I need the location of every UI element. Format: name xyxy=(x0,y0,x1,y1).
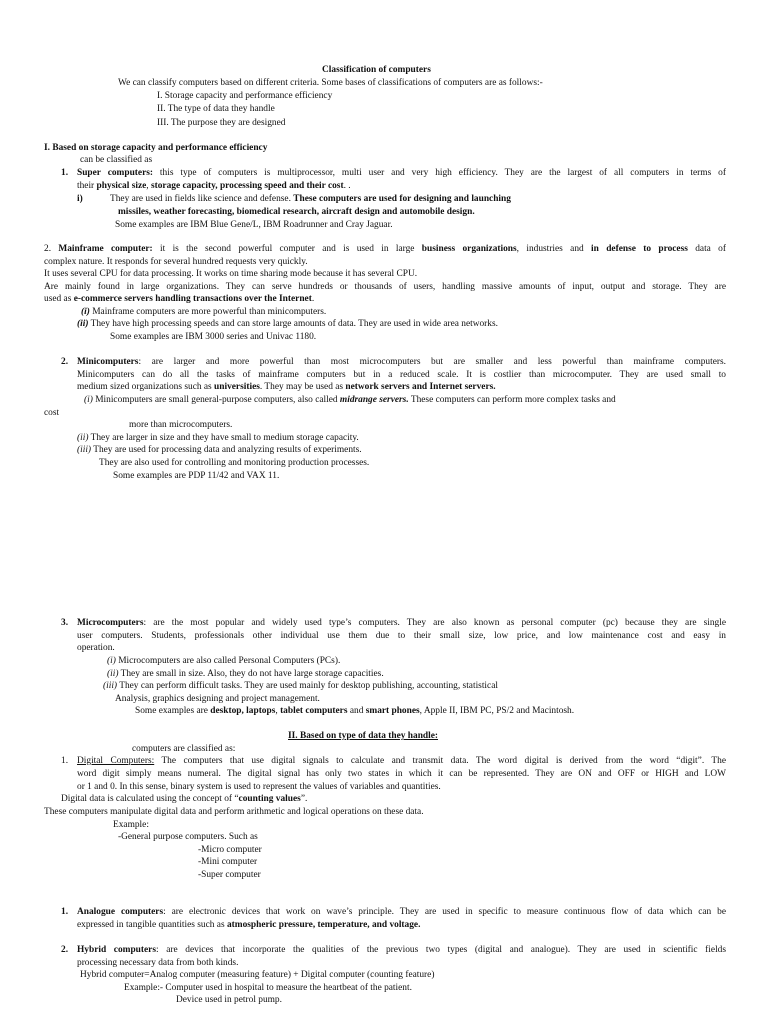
bold-run: business organizations xyxy=(421,244,517,254)
sub-item-label: i) xyxy=(77,194,83,204)
basis-item: III. The purpose they are designed xyxy=(157,118,286,128)
examples-text: Some examples are IBM 3000 series and Univac 1180. xyxy=(110,332,317,342)
list-item: -Super computer xyxy=(198,870,261,880)
text-run: . xyxy=(311,294,315,304)
text-run: , industries and xyxy=(516,244,592,254)
term-label: Super computers: xyxy=(77,168,154,178)
text-run: They are larger in size and they have small to medium storage capacity. xyxy=(88,433,359,443)
bold-run: desktop, laptops xyxy=(210,706,276,716)
sub-item-text xyxy=(84,395,616,406)
bold-run: counting values xyxy=(238,794,301,804)
text-run: Microcomputers are also called Personal Computers (PCs). xyxy=(115,656,341,666)
sub-item-text xyxy=(103,681,498,692)
text-run: : are the most popular and widely used type’s computers. They are also known as personal computer (pc) because they are single xyxy=(143,618,726,628)
text-run: used as xyxy=(44,294,74,304)
page-title: Classification of computers xyxy=(322,65,431,75)
text-run: medium sized organizations such as xyxy=(77,382,215,392)
bold-run: tablet computers xyxy=(280,706,348,716)
sub-item-text xyxy=(81,307,326,318)
digital-computers-line: These computers manipulate digital data and perform arithmetic and logical operations on these data. xyxy=(44,807,424,817)
mainframe-line xyxy=(44,244,726,255)
text-run: , Apple II, IBM PC, PS/2 and Macintosh. xyxy=(419,706,575,716)
digital-computers-line: or 1 and 0. In this sense, binary system is used to represent the values of variables and quantities. xyxy=(77,782,441,792)
super-computers-line xyxy=(77,168,726,179)
sub-item-label: (i) xyxy=(107,656,116,666)
bold-run: physical size xyxy=(96,181,147,191)
digital-computers-line xyxy=(77,756,726,767)
basis-item: I. Storage capacity and performance efficiency xyxy=(157,91,333,101)
text-run: their xyxy=(77,181,97,191)
hybrid-computers-line: Hybrid computer=Analog computer (measuring feature) + Digital computer (counting feature) xyxy=(80,970,435,980)
text-run: it is the second powerful computer and is used in large xyxy=(152,244,422,254)
term-label: Microcomputers xyxy=(77,618,144,628)
analogue-computers-line xyxy=(77,907,726,918)
sub-item-text xyxy=(77,445,362,456)
examples-text xyxy=(135,706,574,717)
text-run: , xyxy=(146,181,151,191)
mainframe-line xyxy=(44,294,314,305)
microcomputers-line: user computers. Students, professionals other individual use them due to their small size, low price, and low maintenance cost and easy in xyxy=(77,631,726,641)
list-number: 2. xyxy=(61,945,69,955)
digital-computers-line: word digit simply means numeral. The digital signal has only two states in which it can be represented. They are ON and OFF or HIGH and LOW xyxy=(77,769,726,779)
sub-item-text: missiles, weather forecasting, biomedical research, aircraft design and automobile design. xyxy=(118,207,475,217)
list-item: -Mini computer xyxy=(198,857,258,867)
term-label: Hybrid computers xyxy=(77,945,156,955)
sub-item-text xyxy=(77,433,359,444)
sub-item-text: Analysis, graphics designing and project management. xyxy=(115,694,320,704)
text-run: Mainframe computers are more powerful than minicomputers. xyxy=(89,307,327,317)
text-run: Minicomputers are small general-purpose computers, also called xyxy=(92,395,340,405)
mainframe-line: It uses several CPU for data processing. It works on time sharing mode because it has several CPU. xyxy=(44,269,418,279)
text-run: 2 xyxy=(44,244,49,254)
list-number: 1. xyxy=(61,907,69,917)
basis-item: II. The type of data they handle xyxy=(157,104,275,114)
analogue-computers-line xyxy=(77,920,420,931)
minicomputers-line: Minicomputers can do all the tasks of mainframe computers but in a reduced scale. It is costlier than microcomputer. They are used small to xyxy=(77,370,726,380)
text-run: this type of computers is multiprocessor, multi user and very high efficiency. They are the largest of all computers in terms of xyxy=(153,168,726,178)
text-run: The computers that use digital signals to calculate and transmit data. The word digital is derived from the word “digit”. The xyxy=(154,756,726,766)
text-run: . . xyxy=(343,181,351,191)
sub-item-text xyxy=(77,319,498,330)
text-run: , xyxy=(275,706,281,716)
term-label: Mainframe computer: xyxy=(58,244,153,254)
minicomputers-line xyxy=(77,382,496,393)
text-run: These computers can perform more complex tasks and xyxy=(408,395,616,405)
text-run: : are devices that incorporate the qualities of the previous two types (digital and analogue). They are used in scientific fields xyxy=(155,945,727,955)
example-label: Example: xyxy=(113,820,149,830)
microcomputers-line xyxy=(77,618,726,629)
bold-run: network servers and Internet servers. xyxy=(345,382,496,392)
text-run: expressed in tangible quantities such as xyxy=(77,920,227,930)
sub-item-text: more than microcomputers. xyxy=(129,420,233,430)
hybrid-computers-line: processing necessary data from both kinds. xyxy=(77,958,239,968)
bold-run: midrange servers. xyxy=(339,395,409,405)
sub-item-label: (ii) xyxy=(107,669,119,679)
intro-text: We can classify computers based on different criteria. Some bases of classifications of computers are as follows:- xyxy=(118,78,543,88)
example-text: Device used in petrol pump. xyxy=(176,995,282,1005)
hybrid-computers-line xyxy=(77,945,726,956)
list-item: -Micro computer xyxy=(198,845,262,855)
minicomputers-line xyxy=(77,357,726,368)
text-run: They can perform difficult tasks. They are used mainly for desktop publishing, accounting, statistical xyxy=(117,681,498,691)
example-text: Example:- Computer used in hospital to measure the heartbeat of the patient. xyxy=(124,983,412,993)
bold-run: smart phones xyxy=(365,706,420,716)
text-run: . They may be used as xyxy=(259,382,346,392)
sub-item-label: (ii) xyxy=(77,319,89,329)
bold-run: These computers are used for designing and launching xyxy=(293,194,511,204)
term-label: Digital Computers: xyxy=(77,756,155,766)
sub-item-label: (iii) xyxy=(103,681,118,691)
text-run: : are larger and more powerful than most microcomputers but are smaller and less powerful than mainframe computers. xyxy=(138,357,726,367)
sub-item-label: (i) xyxy=(81,307,90,317)
bold-run: universities xyxy=(214,382,260,392)
text-run: Digital data is calculated using the concept of “ xyxy=(61,794,239,804)
section-heading: II. Based on type of data they handle: xyxy=(288,731,439,741)
section-heading: I. Based on storage capacity and performance efficiency xyxy=(44,143,268,153)
list-number: 1. xyxy=(61,756,69,766)
examples-text: Some examples are IBM Blue Gene/L, IBM Roadrunner and Cray Jaguar. xyxy=(115,220,393,230)
examples-text: Some examples are PDP 11/42 and VAX 11. xyxy=(113,471,280,481)
mainframe-line: Are mainly found in large organizations. They can serve hundreds or thousands of users, handling massive amounts of input, output and storage. They are xyxy=(44,282,726,292)
section-subheading: computers are classified as: xyxy=(132,744,236,754)
text-run: data of xyxy=(687,244,726,254)
section-subheading: can be classified as xyxy=(80,155,153,165)
sub-item-label: (i) xyxy=(84,395,93,405)
mainframe-line: complex nature. It responds for several hundred requests very quickly. xyxy=(44,257,308,267)
bold-run: e-commerce servers handling transactions over the Internet xyxy=(73,294,312,304)
term-label: Minicomputers xyxy=(77,357,139,367)
term-label: Analogue computers xyxy=(77,907,164,917)
text-run: . xyxy=(48,244,59,254)
bold-run: atmospheric pressure, temperature, and voltage. xyxy=(226,920,421,930)
text-run: : are electronic devices that work on wave’s principle. They are used in specific to measure continuous flow of data which can be xyxy=(163,907,726,917)
sub-item-text xyxy=(107,656,340,667)
text-run: They have high processing speeds and can store large amounts of data. They are used in wide area networks. xyxy=(88,319,498,329)
microcomputers-line: operation. xyxy=(77,643,115,653)
text-run: Some examples are xyxy=(135,706,211,716)
text-run: They are used in fields like science and defense. xyxy=(110,194,294,204)
list-number: 2. xyxy=(61,357,69,367)
digital-computers-line xyxy=(61,794,307,805)
example-text: -General purpose computers. Such as xyxy=(118,832,258,842)
text-run: and xyxy=(347,706,366,716)
sub-item-text xyxy=(107,669,384,680)
text-run: ”. xyxy=(300,794,308,804)
sub-item-text: They are also used for controlling and monitoring production processes. xyxy=(99,458,370,468)
bold-run: storage capacity, processing speed and their cost xyxy=(150,181,344,191)
sub-item-text: cost xyxy=(44,408,60,418)
text-run: They are used for processing data and analyzing results of experiments. xyxy=(91,445,362,455)
list-number: 1. xyxy=(61,168,69,178)
list-number: 3. xyxy=(61,618,69,628)
sub-item-label: (ii) xyxy=(77,433,89,443)
bold-run: in defense to process xyxy=(591,244,688,254)
text-run: They are small in size. Also, they do not have large storage capacities. xyxy=(118,669,384,679)
sub-item-text xyxy=(110,194,511,205)
super-computers-line xyxy=(77,181,351,192)
sub-item-label: (iii) xyxy=(77,445,92,455)
